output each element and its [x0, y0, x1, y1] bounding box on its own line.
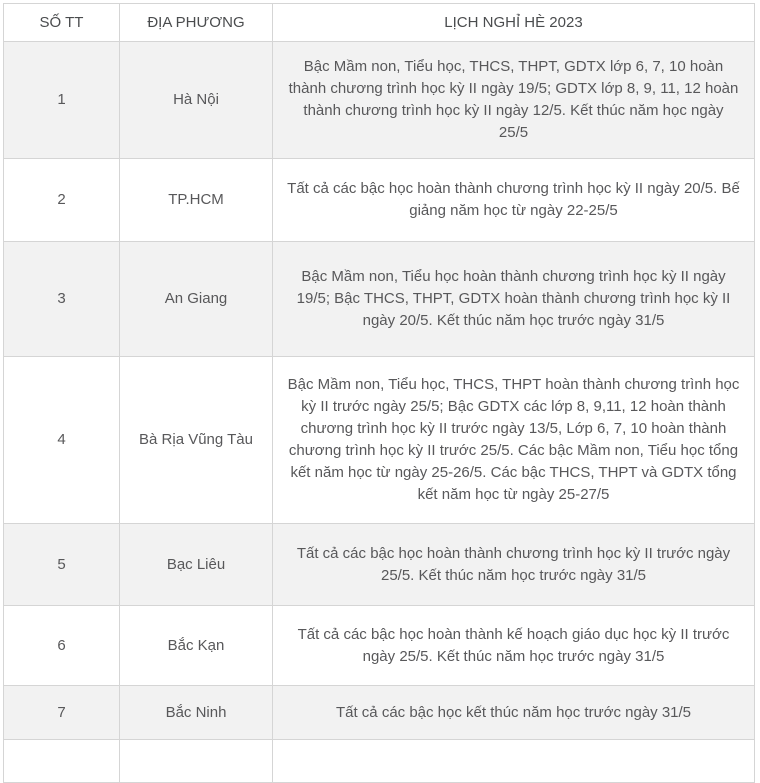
- cell-locality: Hà Nội: [120, 42, 273, 159]
- cell-stt: 5: [4, 524, 120, 606]
- cell-schedule: Tất cả các bậc học hoàn thành chương trình học kỳ II trước ngày 25/5. Kết thúc năm học trước ngày 31/5: [273, 524, 755, 606]
- cell-stt: 2: [4, 159, 120, 242]
- cell-schedule: Tất cả các bậc học kết thúc năm học trước ngày 31/5: [273, 686, 755, 740]
- table-row: [4, 242, 755, 357]
- cell-schedule: [273, 740, 755, 783]
- table-row: [4, 42, 755, 159]
- col-header-locality: ĐỊA PHƯƠNG: [120, 4, 273, 42]
- cell-schedule: Tất cả các bậc học hoàn thành kế hoạch giáo dục học kỳ II trước ngày 25/5. Kết thúc năm học trước ngày 31/5: [273, 606, 755, 686]
- cell-stt: [4, 740, 120, 783]
- table-row: [4, 524, 755, 606]
- cell-schedule: Tất cả các bậc học hoàn thành chương trình học kỳ II ngày 20/5. Bế giảng năm học từ ngày 22-25/5: [273, 159, 755, 242]
- table-row: [4, 159, 755, 242]
- table-row: [4, 357, 755, 524]
- col-header-stt: SỐ TT: [4, 4, 120, 42]
- cell-locality: [120, 740, 273, 783]
- cell-locality: Bắc Ninh: [120, 686, 273, 740]
- cell-locality: TP.HCM: [120, 159, 273, 242]
- cell-stt: 4: [4, 357, 120, 524]
- cell-locality: Bà Rịa Vũng Tàu: [120, 357, 273, 524]
- cell-stt: 7: [4, 686, 120, 740]
- col-header-schedule: LỊCH NGHỈ HÈ 2023: [273, 4, 755, 42]
- table-row: [4, 686, 755, 740]
- cell-stt: 3: [4, 242, 120, 357]
- cell-stt: 6: [4, 606, 120, 686]
- table-row: [4, 606, 755, 686]
- cell-locality: Bắc Kạn: [120, 606, 273, 686]
- cell-schedule: Bậc Mầm non, Tiểu học hoàn thành chương trình học kỳ II ngày 19/5; Bậc THCS, THPT, GDTX hoàn thành chương trình học kỳ II ngày 20/5. Kết thúc năm học trước ngày 31/5: [273, 242, 755, 357]
- cell-schedule: Bậc Mầm non, Tiểu học, THCS, THPT hoàn thành chương trình học kỳ II trước ngày 25/5; Bậc GDTX các lớp 8, 9,11, 12 hoàn thành chương trình học kỳ II trước ngày 13/5, Lớp 6, 7, 10 hoàn thành chương trình học kỳ II trước 25/5. Các bậc Mầm non, Tiểu học tổng kết năm học từ ngày 25-26/5. Các bậc THCS, THPT và GDTX tổng kết năm học từ ngày 25-27/5: [273, 357, 755, 524]
- summer-schedule-table: [3, 3, 755, 783]
- cell-locality: Bạc Liêu: [120, 524, 273, 606]
- table-header-row: [4, 4, 755, 42]
- cell-locality: An Giang: [120, 242, 273, 357]
- table-row-partial: [4, 740, 755, 783]
- cell-schedule: Bậc Mầm non, Tiểu học, THCS, THPT, GDTX lớp 6, 7, 10 hoàn thành chương trình học kỳ II ngày 19/5; GDTX lớp 8, 9, 11, 12 hoàn thành chương trình học kỳ II ngày 12/5. Kết thúc năm học ngày 25/5: [273, 42, 755, 159]
- cell-stt: 1: [4, 42, 120, 159]
